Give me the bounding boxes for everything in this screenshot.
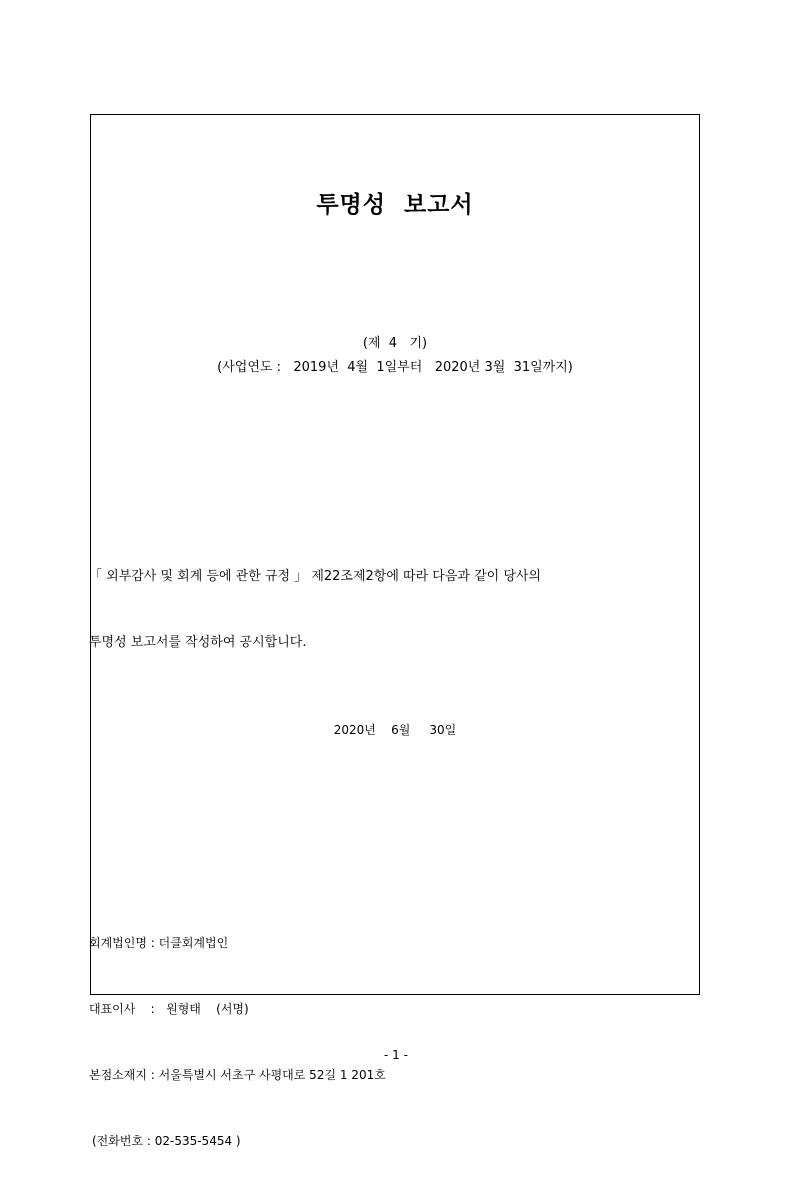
report-date: 2020년 6월 30일 [333, 723, 457, 737]
firm-name: 회계법인명 : 더클회계법인 [89, 936, 229, 950]
firm-info [89, 888, 701, 1196]
firm-address: 본점소재지 : 서울특별시 서초구 사평대로 52길 1 201호 [89, 1068, 386, 1082]
report-title: 투명성 보고서 [316, 192, 474, 218]
firm-phone: (전화번호 : 02-535-5454 ) [92, 1134, 241, 1148]
page-number: - 1 - [384, 1048, 408, 1062]
statement-line-1: 「 외부감사 및 회계 등에 관한 규정 」 제22조제2항에 따라 다음과 같이 당사의 [89, 569, 542, 584]
report-frame [89, 114, 700, 1148]
disclosure-statement [89, 522, 701, 698]
statement-line-2: 투명성 보고서를 작성하여 공시합니다. [89, 635, 307, 650]
firm-ceo: 대표이사 : 원형태 (서명) [89, 1002, 249, 1016]
fiscal-period: (사업연도 : 2019년 4월 1일부터 2020년 3월 31일까지) [217, 360, 573, 375]
fiscal-term: (제 4 기) [362, 336, 428, 351]
